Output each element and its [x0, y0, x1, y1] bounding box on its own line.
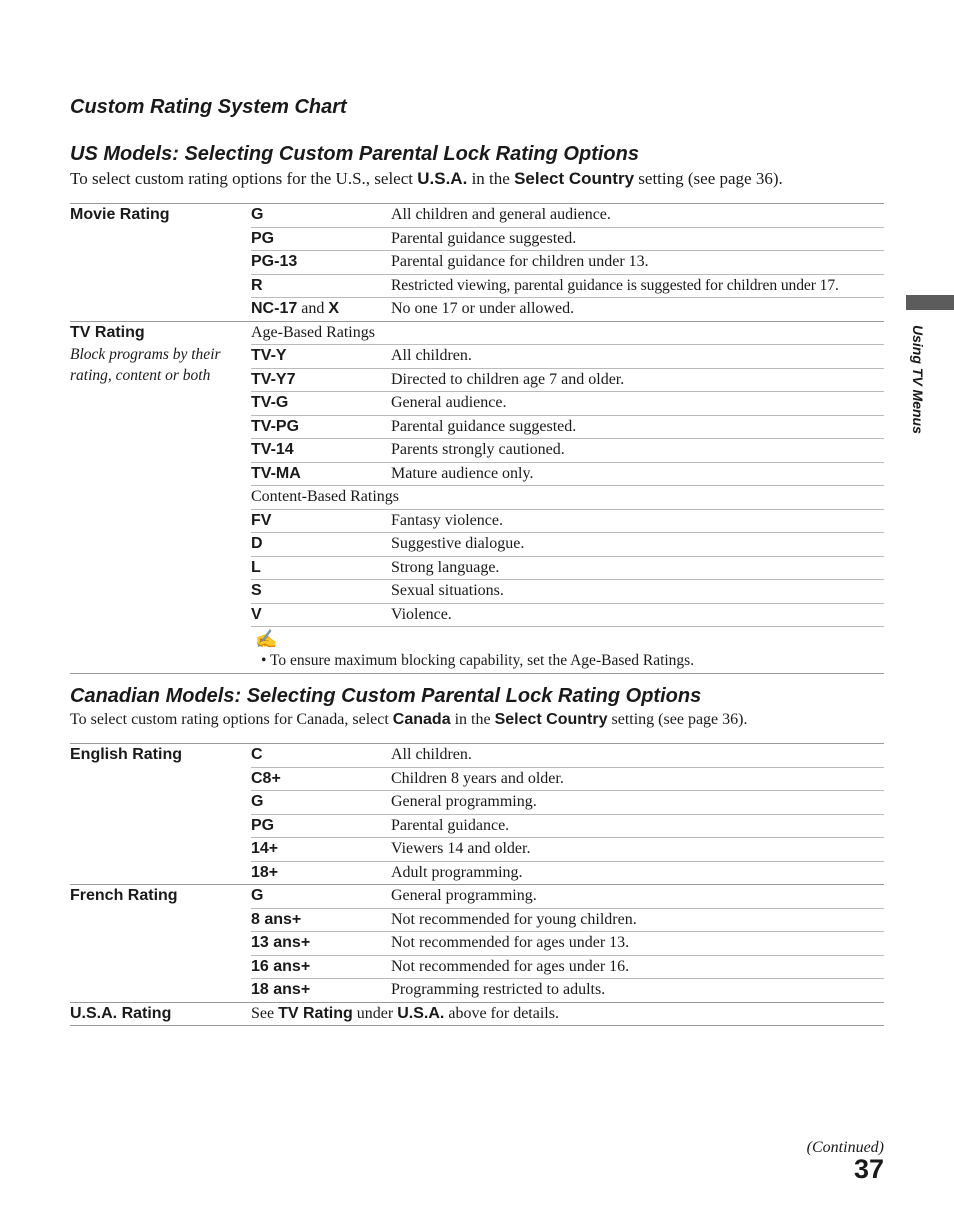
us-section-heading: US Models: Selecting Custom Parental Lock Rating Options: [70, 143, 639, 165]
french-rating-label: French Rating: [70, 887, 178, 904]
note-pencil-icon: ✍: [255, 629, 278, 649]
table-row: 8 ans+ Not recommended for young children.: [251, 908, 884, 932]
table-row: 18+ Adult programming.: [251, 861, 884, 885]
side-tab-label: Using TV Menus: [910, 325, 926, 434]
table-row: PG Parental guidance.: [251, 814, 884, 838]
table-row: C8+ Children 8 years and older.: [251, 767, 884, 791]
english-rating-group: [70, 744, 884, 884]
age-based-header: Age-Based Ratings: [251, 323, 375, 341]
table-row: V Violence.: [251, 603, 884, 627]
content-based-header: Content-Based Ratings: [251, 485, 884, 509]
table-row: L Strong language.: [251, 556, 884, 580]
table-row: R Restricted viewing, parental guidance is suggested for children under 17.: [251, 274, 884, 298]
table-row: G General programming.: [251, 887, 537, 905]
table-row: G All children and general audience.: [251, 206, 611, 224]
table-row: TV-PG Parental guidance suggested.: [251, 415, 884, 439]
table-row: NC-17 and X No one 17 or under allowed.: [251, 297, 884, 321]
canada-section-heading: Canadian Models: Selecting Custom Parental Lock Rating Options: [70, 685, 702, 707]
table-row: 18 ans+ Programming restricted to adults.: [251, 978, 884, 1002]
page-number: 37: [853, 1154, 884, 1184]
side-tab-marker: [906, 295, 954, 310]
tv-rating-sublabel: Block programs by their rating, content or both: [70, 345, 221, 384]
table-row: 16 ans+ Not recommended for ages under 16.: [251, 955, 884, 979]
tv-rating-label: TV Rating: [70, 323, 145, 341]
table-row: G General programming.: [251, 790, 884, 814]
us-rating-table: [70, 203, 884, 674]
table-row: C All children.: [251, 746, 472, 764]
table-row: 13 ans+ Not recommended for ages under 13.: [251, 931, 884, 955]
table-row: PG Parental guidance suggested.: [251, 227, 884, 251]
table-row: PG-13 Parental guidance for children under 13.: [251, 250, 884, 274]
canada-rating-table: [70, 743, 884, 1026]
table-row: D Suggestive dialogue.: [251, 532, 884, 556]
custom-chart-title: Custom Rating System Chart: [70, 96, 347, 118]
usa-rating-label: U.S.A. Rating: [70, 1004, 172, 1022]
tv-rating-group: [70, 321, 884, 674]
table-row: 14+ Viewers 14 and older.: [251, 837, 884, 861]
table-row: TV-Y All children.: [251, 344, 884, 368]
table-row: TV-G General audience.: [251, 391, 884, 415]
continued-label: (Continued): [806, 1139, 884, 1156]
usa-rating-group: [70, 1002, 884, 1026]
table-row: TV-MA Mature audience only.: [251, 462, 884, 486]
table-row: S Sexual situations.: [251, 579, 884, 603]
note-text: • To ensure maximum blocking capability, set the Age-Based Ratings.: [261, 652, 695, 669]
us-intro-text: To select custom rating options for the U.S., select U.S.A. in the Select Country setting (see page 36).: [70, 169, 783, 188]
movie-rating-group: [70, 204, 884, 321]
table-row: [251, 1003, 884, 1026]
canada-intro-text: To select custom rating options for Canada, select Canada in the Select Country setting (see page 36).: [70, 711, 748, 728]
note-block: [251, 626, 884, 673]
english-rating-label: English Rating: [70, 746, 182, 763]
movie-rating-label: Movie Rating: [70, 206, 170, 223]
french-rating-group: [70, 884, 884, 1002]
usa-rating-text: See TV Rating under U.S.A. above for details.: [251, 1004, 559, 1022]
table-row: TV-Y7 Directed to children age 7 and older.: [251, 368, 884, 392]
table-row: FV Fantasy violence.: [251, 509, 884, 533]
table-row: TV-14 Parents strongly cautioned.: [251, 438, 884, 462]
